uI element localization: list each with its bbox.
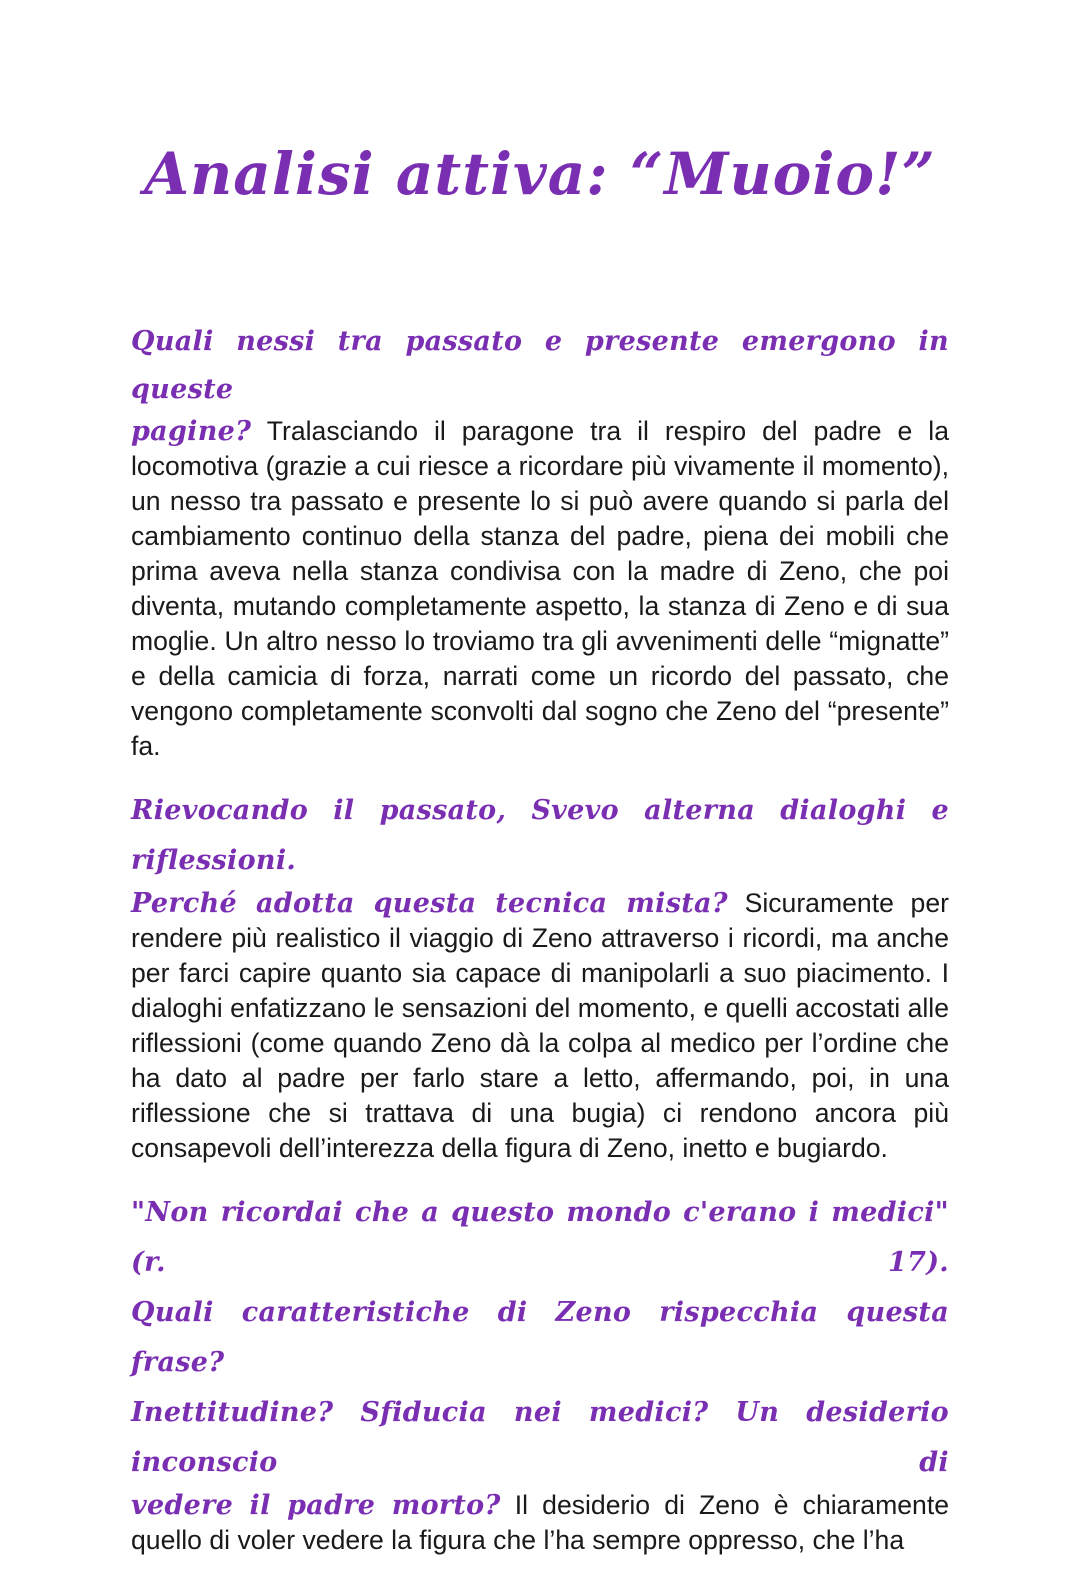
section-1 bbox=[131, 318, 949, 764]
question-2-line-1: Rievocando il passato, Svevo alterna dialoghi e riflessioni. bbox=[131, 795, 949, 876]
question-3-inline: vedere il padre morto? bbox=[131, 1490, 501, 1521]
section-3 bbox=[131, 1188, 949, 1558]
section-2 bbox=[131, 786, 949, 1166]
answer-1: Tralasciando il paragone tra il respiro del padre e la locomotiva (grazie a cui riesce a ricordare più vivamente il momento), un nesso tra passato e presente lo si può avere quando si parla del cambiamento continuo della stanza del padre, piena dei mobili che prima aveva nella stanza condivisa con la madre di Zeno, che poi diventa, mutando completamente aspetto, la stanza di Zeno e di sua moglie. Un altro nesso lo troviamo tra gli avvenimenti delle “mignatte” e della camicia di forza, narrati come un ricordo del passato, che vengono completamente sconvolti dal sogno che Zeno del “presente” fa. bbox=[131, 416, 949, 761]
question-1-inline: pagine? bbox=[131, 416, 252, 447]
answer-3: Il desiderio di Zeno è chiaramente quello di voler vedere la figura che l’ha sempre oppresso, che l’ha bbox=[131, 1490, 950, 1555]
question-1-line-1: Quali nessi tra passato e presente emergono in queste bbox=[131, 326, 949, 405]
question-3-line-2: Quali caratteristiche di Zeno rispecchia questa frase? bbox=[131, 1297, 949, 1378]
question-3-line-1: "Non ricordai che a questo mondo c'erano i medici" (r. 17). bbox=[131, 1197, 949, 1278]
answer-2: Sicuramente per rendere più realistico il viaggio di Zeno attraverso i ricordi, ma anche per farci capire quanto sia capace di manipolarli a suo piacimento. I dialoghi enfatizzano le sensazioni del momento, e quelli accostati alle riflessioni (come quando Zeno dà la colpa al medico per l’ordine che ha dato al padre per farlo stare a letto, affermando, poi, in una riflessione che si trattava di una bugia) ci rendono ancora più consapevoli dell’interezza della figura di Zeno, inetto e bugiardo. bbox=[131, 888, 949, 1163]
content-body bbox=[131, 318, 949, 1580]
question-3-line-3: Inettitudine? Sfiducia nei medici? Un desiderio inconscio di bbox=[131, 1397, 949, 1478]
page-title: Analisi attiva: “Muoio!” bbox=[144, 140, 936, 208]
question-2-inline: Perché adotta questa tecnica mista? bbox=[131, 888, 728, 919]
